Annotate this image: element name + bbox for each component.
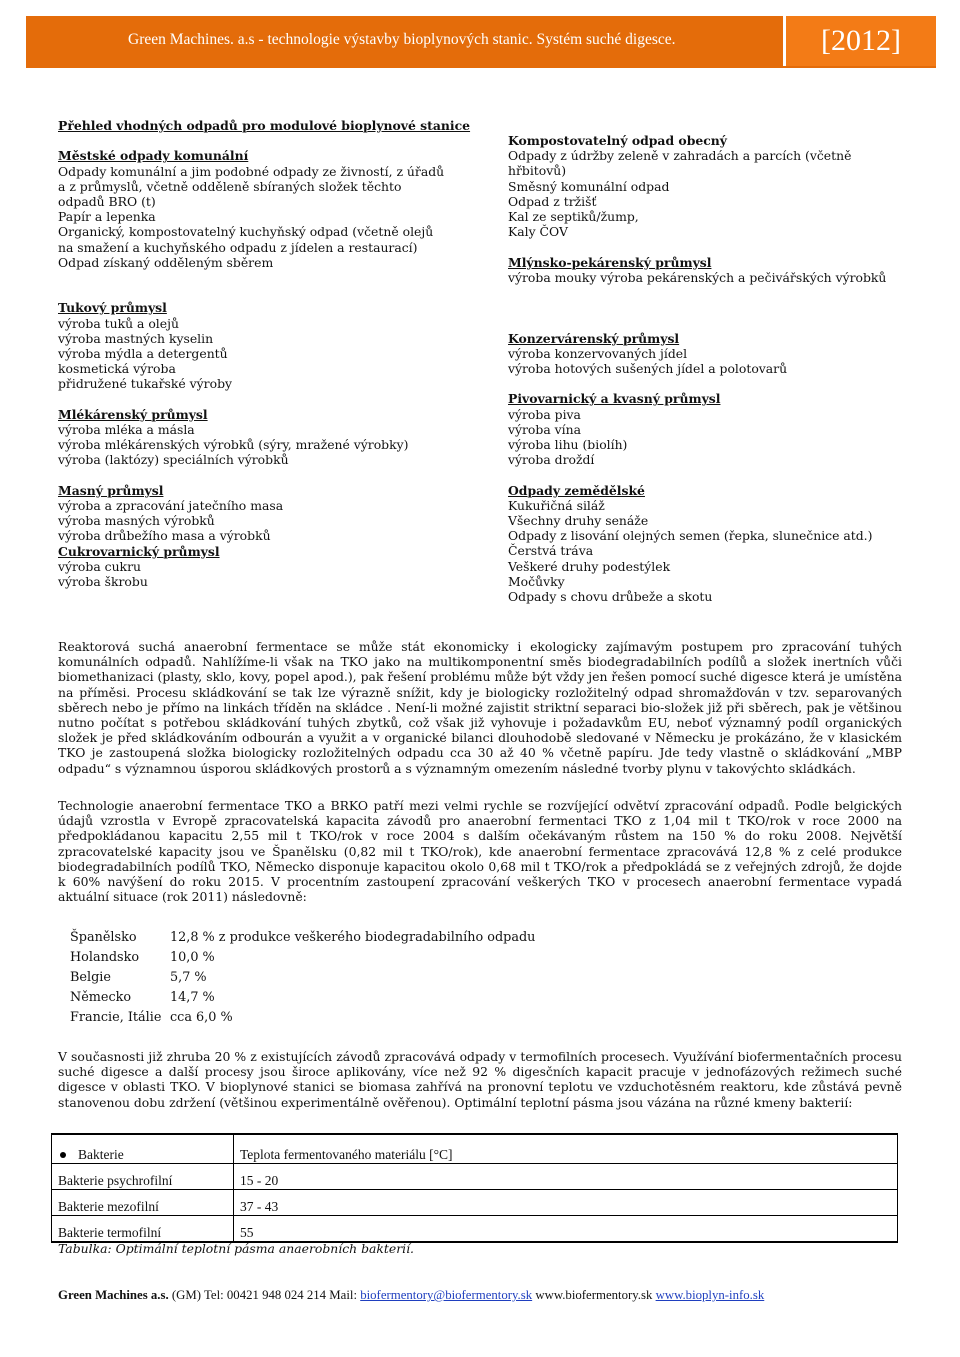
country-name: Holandsko xyxy=(70,950,140,965)
page-header xyxy=(26,16,936,66)
list-item: přidružené tukařské výroby xyxy=(58,376,232,392)
header-title: Green Machines. a.s - technologie výstavby bioplynových stanic. Systém suché digesce. xyxy=(26,16,783,66)
list-item: výroba vína xyxy=(508,421,581,437)
list-item: Kukuřičná siláž xyxy=(508,497,605,513)
section-heading-municipal: Městské odpady komunální xyxy=(58,148,249,164)
section-heading-sugar: Cukrovarnický průmysl xyxy=(58,543,220,559)
list-item: Odpad získaný odděleným sběrem xyxy=(58,254,274,270)
footer-company: Green Machines a.s. xyxy=(58,1288,169,1302)
section-heading-brewery: Pivovarnický a kvasný průmysl xyxy=(508,391,721,407)
table-cell: Bakterie psychrofilní xyxy=(52,1164,234,1190)
country-value: 14,7 % xyxy=(170,990,215,1005)
list-item: Směsný komunální odpad xyxy=(508,178,670,194)
list-item: výroba a zpracování jatečního masa xyxy=(58,498,284,513)
list-item: Veškeré druhy podestýlek xyxy=(508,558,671,574)
section-heading-fat: Tukový průmysl xyxy=(58,300,167,316)
list-item xyxy=(70,928,535,948)
list-item: výroba mlékárenských výrobků (sýry, mražené výrobky) xyxy=(58,437,409,453)
right-column xyxy=(508,133,886,604)
country-name: Francie, Itálie xyxy=(70,1010,162,1025)
list-item: výroba hotových sušených jídel a polotovarů xyxy=(508,360,788,376)
bacteria-table xyxy=(51,1133,898,1243)
list-item: výroba mýdla a detergentů xyxy=(58,346,228,361)
bullet-icon xyxy=(60,1152,66,1158)
list-item: výroba mastných kyselin xyxy=(58,330,214,346)
list-item: výroba mouky výroba pekárenských a pečivářských výrobků xyxy=(508,269,887,285)
header-year: [2012] xyxy=(783,16,936,66)
section-heading-dairy: Mlékárenský průmysl xyxy=(58,406,208,422)
list-item xyxy=(70,988,535,1008)
list-item: výroba tuků a olejů xyxy=(58,315,179,331)
section-heading-meat: Masný průmysl xyxy=(58,482,164,498)
list-item: kosmetická výroba xyxy=(58,361,176,377)
table-cell: 15 - 20 xyxy=(234,1164,898,1190)
page-footer xyxy=(58,1288,764,1303)
list-item: výroba lihu (biolíh) xyxy=(508,436,628,452)
country-name: Německo xyxy=(70,990,132,1005)
table-caption: Tabulka: Optimální teplotní pásma anaerobních bakterií. xyxy=(58,1241,414,1256)
list-item xyxy=(70,1008,535,1028)
section-heading-cannery: Konzervárenský průmysl xyxy=(508,330,680,346)
list-item: Odpady z údržby zeleně v zahradách a parcích (včetně xyxy=(508,148,852,164)
list-item: výroba škrobu xyxy=(58,574,148,590)
list-item: Odpady s chovu drůbeže a skotu xyxy=(508,589,713,604)
page-title: Přehled vhodných odpadů pro modulové bioplynové stanice xyxy=(58,118,471,133)
table-cell: Bakterie termofilní xyxy=(52,1216,234,1243)
footer-gm: (GM) xyxy=(168,1288,202,1302)
footer-mail-label: Mail: xyxy=(326,1288,361,1302)
list-item: Všechny druhy senáže xyxy=(508,512,649,528)
footer-website-link[interactable]: www.bioplyn-info.sk xyxy=(655,1288,765,1302)
header-divider xyxy=(26,66,936,68)
paragraph-fermentation: Reaktorová suchá anaerobní fermentace se může stát ekonomicky i ekologicky zajímavým postupem pro zpracování tuhých komunálních odpadů. Nahlížíme-li však na TKO jako na multikomponentní směs biodegradabilních podílů a složek inertních vůči biomethanizaci (plasty, sklo, kovy, popel apod.), pak řešení problému může být vždy jen řešen pomocí suché digesce která je umístěna na příměsi. Procesu skládkování se tak lze výrazně snížit, kdy je biologicky rozložitelný odpad shromažďován v tzv. separovaných sběrech nebo je přímo na linkách tříděn na skládce . Není-li možné zajistit striktní separaci bio-složek již při sběrech, pak je většinou nutno počítat s potřebou skládkování tuhých zbytků, což však již vyhovuje i požadavkům EU, neboť významný podíl organických složek je před skládkováním odbourán a využit a v organické bilanci dlouhodobě sledované v Německu je prokázáno, že v klasickém TKO je zastoupená složka biologicky rozložitelných odpadu cca 30 až 40 % včetně papíru. Jde tedy vlastně o skládkování „MBP odpadu“ s významnou úsporou skládkových prostorů a s významným omezením následné tvorby plynu v takovýchto skládkách. xyxy=(58,639,902,776)
list-item: odpadů BRO (t) xyxy=(58,194,156,209)
footer-email-link[interactable]: biofermentory@biofermentory.sk xyxy=(360,1288,533,1302)
header-bacteria: Bakterie xyxy=(78,1147,124,1162)
table-row xyxy=(52,1216,898,1243)
list-item: výroba droždí xyxy=(508,452,595,468)
left-column xyxy=(58,118,470,589)
footer-phone: Tel: 00421 948 024 214 xyxy=(201,1288,327,1302)
list-item: výroba konzervovaných jídel xyxy=(508,345,688,361)
list-item: a z průmyslů, včetně odděleně sbíraných složek těchto xyxy=(58,178,402,194)
section-heading-mill: Mlýnsko-pekárenský průmysl xyxy=(508,254,712,270)
list-item: Papír a lepenka xyxy=(58,209,156,225)
list-item: výroba (laktózy) speciálních výrobků xyxy=(58,452,289,468)
footer-website[interactable]: www.biofermentory.sk xyxy=(532,1288,656,1302)
list-item: Močůvky xyxy=(508,573,565,589)
list-item: hřbitovů) xyxy=(508,163,567,179)
country-name: Belgie xyxy=(70,970,111,985)
country-name: Španělsko xyxy=(70,930,137,945)
country-value: 12,8 % z produkce veškerého biodegradabilního odpadu xyxy=(170,930,536,945)
list-item xyxy=(70,948,535,968)
paragraph-technology: Technologie anaerobní fermentace TKO a BRKO patří mezi velmi rychle se rozvíjející odvětví zpracování odpadů. Podle belgických údajů vzrostla v Evropě zpracovatelská kapacita závodů pro anaerobní fermentaci TKO z 1,04 mil t TKO/rok v roce 2000 na předpokládanou kapacitu 2,55 mil t TKO/rok v roce 2004 s dalším očekávaným růstem na 150 % do roku 2008. Největší zpracovatelské kapacity jsou ve Španělsku (0,82 mil t TKO/rok), kde anaerobní fermentace zpracovává 12,8 % z celé produkce biodegradabilních podílů TKO, Německo disponuje kapacitou okolo 0,68 mil t TKO/rok a předpokládá se z veřejných zdrojů, že dojde k 60% navýšení do roku 2015. V procentním zastoupení zpracování veškerých TKO v procesech anaerobní fermentace vypadá aktuální situace (rok 2011) následovně: xyxy=(58,798,902,905)
table-row xyxy=(52,1164,898,1190)
list-item: Organický, kompostovatelný kuchyňský odpad (včetně olejů xyxy=(58,224,434,240)
table-row xyxy=(52,1190,898,1216)
list-item: Odpady z lisování olejných semen (řepka, slunečnice atd.) xyxy=(508,528,873,544)
section-heading-compost: Kompostovatelný odpad obecný xyxy=(508,133,727,148)
paragraph-thermophilic: V současnosti již zhruba 20 % z existujících závodů zpracovává odpady v termofilních procesech. Využívání biofermentačních procesu suché digesce a další procesy jsou široce aplikovány, více než 92 % digesčních kapacit pracuje v jednofázových režimech suché digesce v oblasti TKO. V bioplynové stanici se biomasa zahřívá na pronovní teplotu ve vzduchotěsném reaktoru, kde zůstává pevně stanovenou dobu zdržení (většinou experimentálně ověřenou). Optimální teplotní pásma jsou vázána na různé kmeny bakterií: xyxy=(58,1049,902,1110)
table-cell: 37 - 43 xyxy=(234,1190,898,1216)
list-item: Kaly ČOV xyxy=(508,224,568,240)
list-item xyxy=(70,968,535,988)
table-header-row xyxy=(52,1134,898,1164)
list-item: Kal ze septiků/žump, xyxy=(508,209,639,225)
country-value: cca 6,0 % xyxy=(170,1010,233,1025)
list-item: Odpady komunální a jim podobné odpady ze živností, z úřadů xyxy=(58,163,445,179)
table-cell: Bakterie mezofilní xyxy=(52,1190,234,1216)
list-item: Čerstvá tráva xyxy=(508,543,594,559)
list-item: Odpad z tržišť xyxy=(508,193,597,209)
table-header-cell xyxy=(52,1134,234,1164)
list-item: výroba mléka a másla xyxy=(58,422,195,437)
header-temperature: Teplota fermentovaného materiálu [°C] xyxy=(234,1134,898,1164)
list-item: výroba piva xyxy=(508,406,581,422)
list-item: výroba cukru xyxy=(58,558,141,574)
list-item: na smažení a kuchyňského odpadu z jídelen a restaurací) xyxy=(58,239,418,255)
list-item: výroba masných výrobků xyxy=(58,513,215,529)
table-cell: 55 xyxy=(234,1216,898,1243)
section-heading-agri: Odpady zemědělské xyxy=(508,482,645,498)
country-value: 10,0 % xyxy=(170,950,215,965)
country-stats-list xyxy=(70,928,535,1028)
list-item: výroba drůbežího masa a výrobků xyxy=(58,528,271,544)
country-value: 5,7 % xyxy=(170,970,207,985)
